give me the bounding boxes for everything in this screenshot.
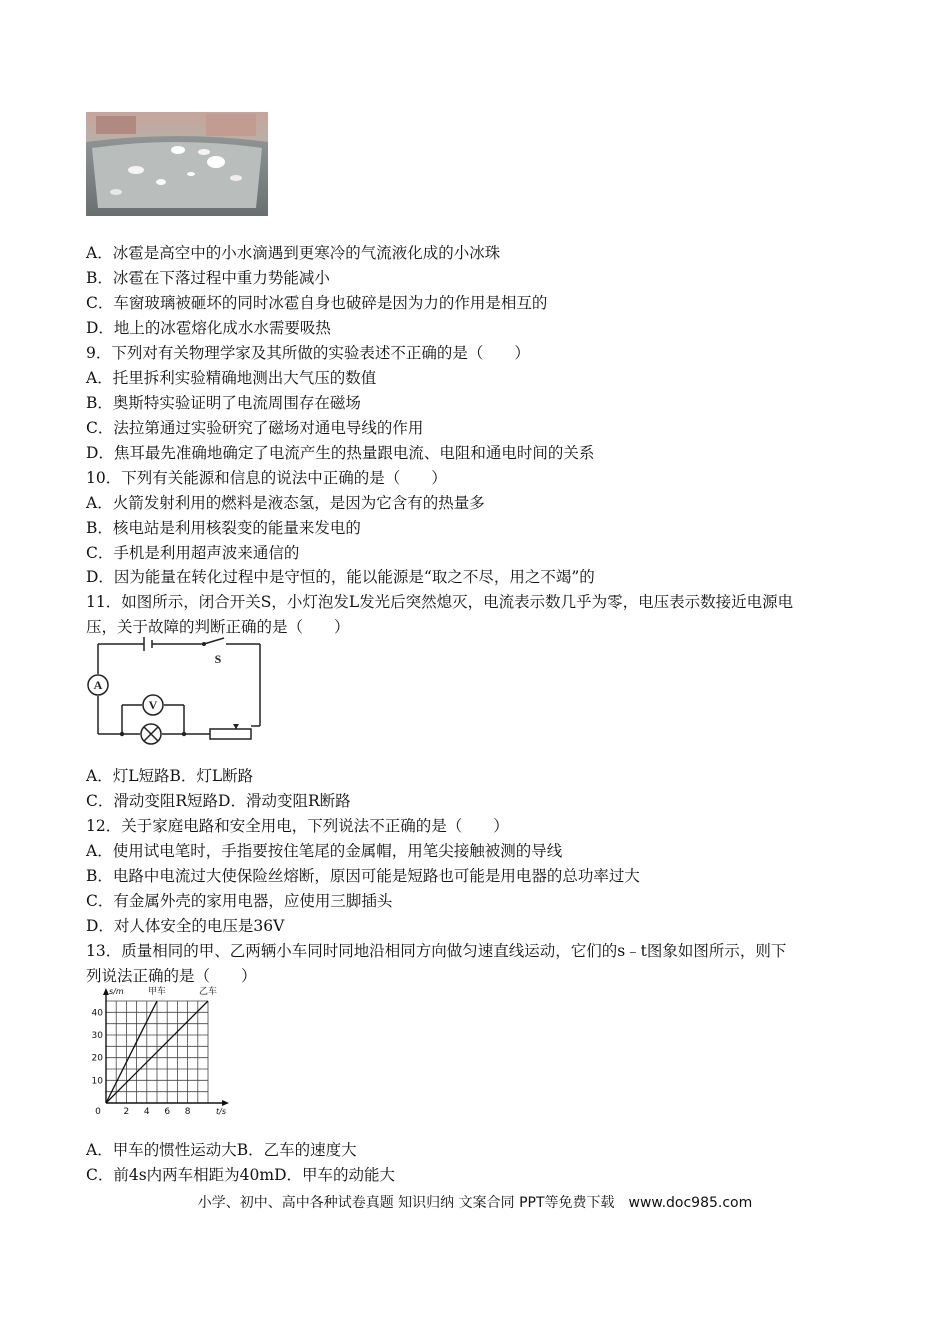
- q13-option-cd: C．前4s内两车相距为40mD．甲车的动能大: [86, 1166, 396, 1184]
- q12-stem: 12．关于家庭电路和安全用电，下列说法不正确的是（ ）: [86, 817, 509, 835]
- q9-stem: 9．下列对有关物理学家及其所做的实验表述不正确的是（ ）: [86, 344, 530, 362]
- y-tick-label: 10: [91, 1076, 103, 1087]
- q11-stem-line2: 压，关于故障的判断正确的是（ ）: [86, 618, 350, 636]
- x-tick-label: 2: [123, 1107, 130, 1115]
- q9-option-c: C．法拉第通过实验研究了磁场对通电导线的作用: [86, 419, 424, 437]
- q10-option-d: D．因为能量在转化过程中是守恒的，能以能源是“取之不尽，用之不竭”的: [86, 568, 595, 586]
- q9-option-a: A．托里拆利实验精确地测出大气压的数值: [86, 369, 377, 387]
- q11-stem-line1: 11．如图所示，闭合开关S，小灯泡发L发光后突然熄灭，电流表示数几乎为零，电压表示数接近电源电: [86, 593, 794, 611]
- q12-option-c: C．有金属外壳的家用电器，应使用三脚插头: [86, 892, 393, 910]
- y-tick-label: 30: [91, 1031, 103, 1041]
- switch-label: S: [214, 652, 222, 666]
- q8-option-d: D．地上的冰雹熔化成水水需要吸热: [86, 319, 331, 337]
- q10-option-b: B．核电站是利用核裂变的能量来发电的: [86, 519, 361, 537]
- q10-option-a: A．火箭发射利用的燃料是液态氢，是因为它含有的热量多: [86, 494, 485, 512]
- q12-option-b: B．电路中电流过大使保险丝熔断，原因可能是短路也可能是用电器的总功率过大: [86, 867, 640, 885]
- q8-option-c: C．车窗玻璃被砸坏的同时冰雹自身也破碎是因为力的作用是相互的: [86, 294, 548, 312]
- y-axis-label: s/m: [109, 987, 124, 996]
- q9-option-b: B．奥斯特实验证明了电流周围存在磁场: [86, 394, 361, 412]
- y-tick-label: 20: [91, 1053, 103, 1064]
- q11-option-ab: A．灯L短路B．灯L断路: [86, 767, 254, 785]
- voltmeter-label: V: [148, 698, 158, 712]
- x-axis-label: t/s: [216, 1107, 226, 1115]
- ammeter-label: A: [93, 678, 103, 692]
- hail-car-photo: [86, 112, 268, 216]
- q13-option-ab: A．甲车的惯性运动大B．乙车的速度大: [86, 1141, 357, 1159]
- q11-option-cd: C．滑动变阻R短路D．滑动变阻R断路: [86, 792, 351, 810]
- x-tick-label: 4: [143, 1107, 150, 1115]
- x-axis-arrow: [222, 1100, 229, 1106]
- page-footer: 小学、初中、高中各种试卷真题 知识归纳 文案合同 PPT等免费下载 www.doc985.com: [197, 1195, 753, 1211]
- q9-option-d: D．焦耳最先准确地确定了电流产生的热量跟电流、电阻和通电时间的关系: [86, 444, 595, 462]
- x-tick-label: 6: [164, 1107, 171, 1115]
- x-tick-label: 8: [184, 1107, 191, 1115]
- s-t-graph: [86, 985, 236, 1115]
- x-tick-label: 0: [95, 1107, 101, 1115]
- y-tick-label: 40: [91, 1008, 103, 1019]
- q10-option-c: C．手机是利用超声波来通信的: [86, 544, 300, 562]
- series-label: 乙车: [198, 987, 218, 997]
- q8-option-b: B．冰雹在下落过程中重力势能减小: [86, 269, 330, 287]
- circuit-diagram: [86, 636, 264, 746]
- q13-stem-line1: 13．质量相同的甲、乙两辆小车同时同地沿相同方向做匀速直线运动，它们的s﹣t图象如图所示，则下: [86, 942, 787, 960]
- q12-option-d: D．对人体安全的电压是36V: [86, 917, 285, 935]
- q12-option-a: A．使用试电笔时，手指要按住笔尾的金属帽，用笔尖接触被测的导线: [86, 842, 563, 860]
- series-line-jia: [106, 1001, 157, 1103]
- graph-axes: [103, 988, 229, 1106]
- q13-stem-line2: 列说法正确的是（ ）: [86, 967, 257, 985]
- series-label: 甲车: [147, 987, 167, 997]
- q10-stem: 10．下列有关能源和信息的说法中正确的是（ ）: [86, 469, 447, 487]
- q8-option-a: A．冰雹是高空中的小水滴遇到更寒冷的气流液化成的小冰珠: [86, 244, 501, 262]
